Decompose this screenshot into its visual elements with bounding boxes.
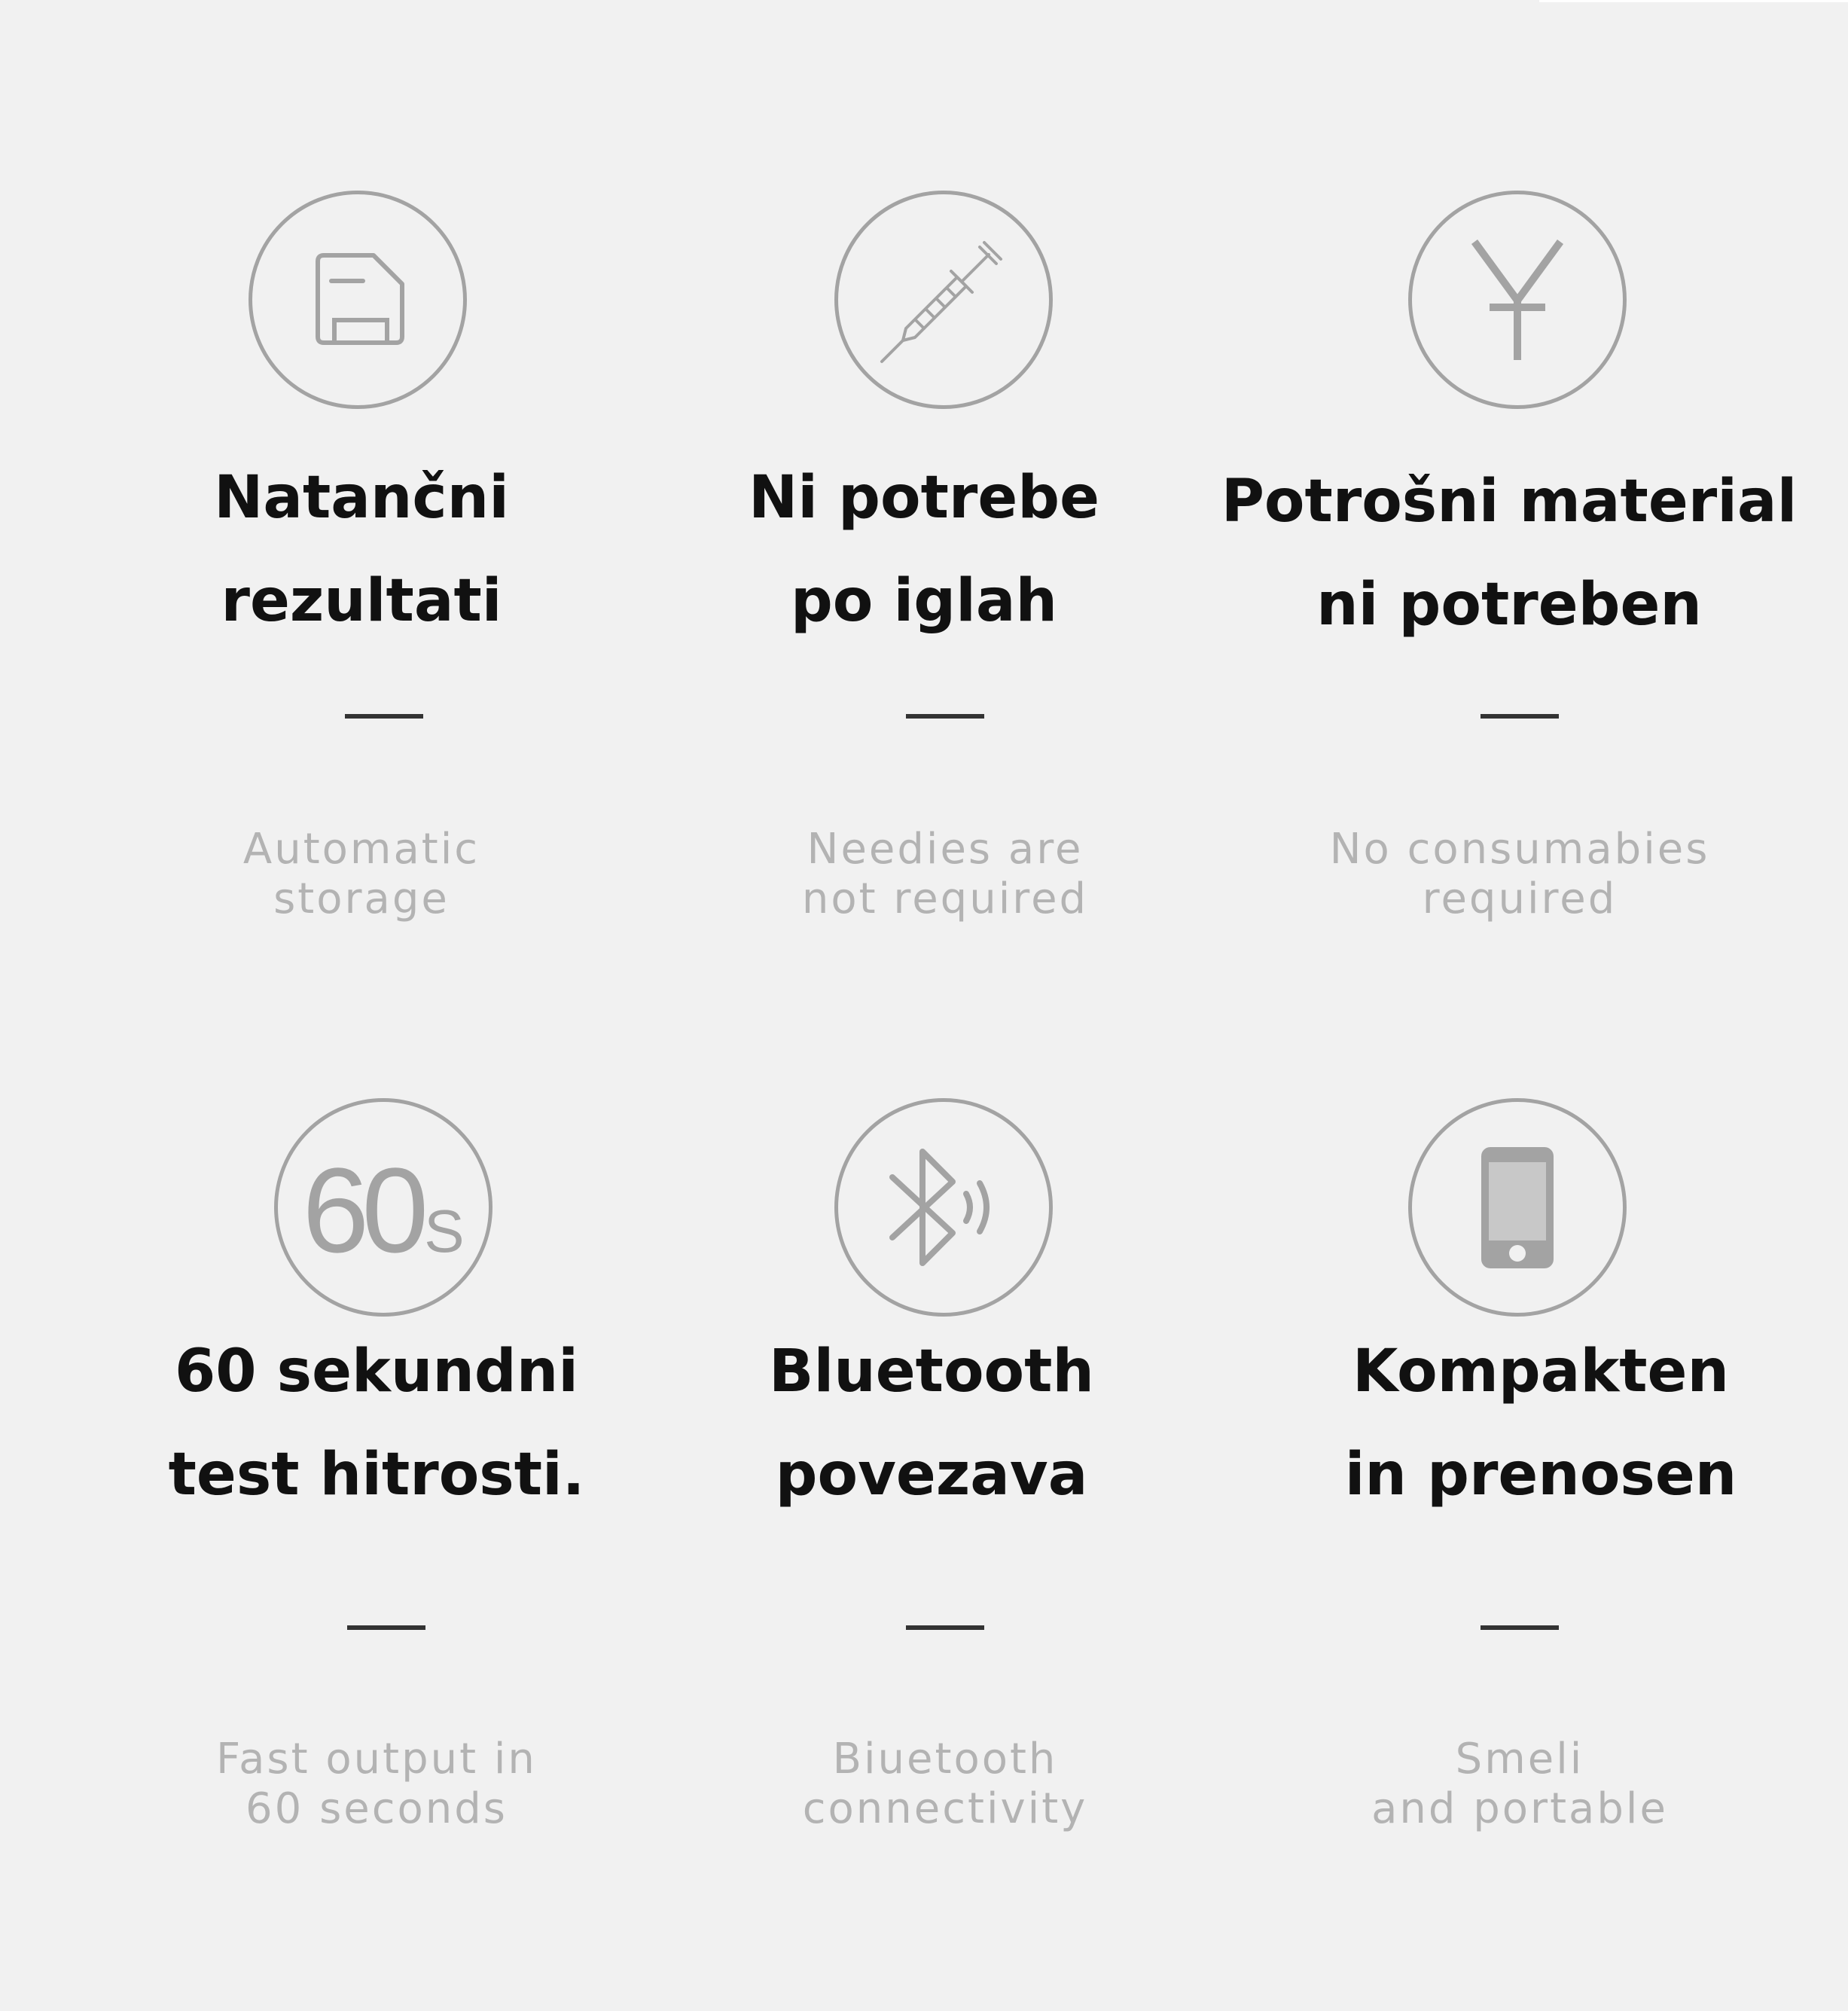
feature-subtitle: Smeli and portable — [1371, 1735, 1668, 1833]
sixty-seconds-icon: 60S — [302, 1143, 465, 1277]
feature-60-second-test — [83, 908, 685, 1833]
icon-circle — [834, 1098, 1053, 1317]
smartphone-icon — [1480, 1146, 1555, 1270]
feature-title: 60 sekundni test hitrosti. — [168, 1338, 585, 1509]
feature-subtitle: No consumabies required — [1329, 825, 1710, 923]
bluetooth-icon — [883, 1140, 1004, 1275]
icon-circle — [274, 1098, 492, 1317]
feature-title: Ni potrebe po iglah — [749, 464, 1099, 635]
syringe-icon — [876, 232, 1011, 368]
feature-title: Bluetooth povezava — [769, 1338, 1094, 1509]
feature-subtitle: Biuetooth connectivity — [802, 1735, 1088, 1833]
floppy-disk-icon — [309, 251, 407, 349]
feature-subtitle: Needies are not required — [801, 825, 1089, 923]
title-dash — [347, 1625, 425, 1630]
feature-subtitle: Automatic storage — [242, 825, 480, 923]
title-dash — [1481, 714, 1559, 719]
yen-icon — [1468, 236, 1566, 364]
title-dash — [906, 714, 984, 719]
title-dash — [345, 714, 423, 719]
feature-no-consumables — [1218, 0, 1821, 923]
feature-no-needles — [644, 0, 1246, 923]
feature-title: Natančni rezultati — [214, 464, 509, 635]
feature-subtitle: Fast output in 60 seconds — [216, 1735, 537, 1833]
feature-bluetooth — [644, 908, 1246, 1833]
feature-title: Kompakten in prenosen — [1344, 1338, 1737, 1509]
icon-circle — [1408, 191, 1627, 409]
icon-circle — [1408, 1098, 1627, 1317]
title-dash — [906, 1625, 984, 1630]
title-dash — [1481, 1625, 1559, 1630]
feature-title: Potrošni material ni potreben — [1221, 468, 1798, 639]
feature-compact-portable — [1218, 908, 1821, 1833]
feature-accurate-results — [60, 0, 663, 923]
icon-circle — [834, 191, 1053, 409]
icon-circle — [249, 191, 467, 409]
